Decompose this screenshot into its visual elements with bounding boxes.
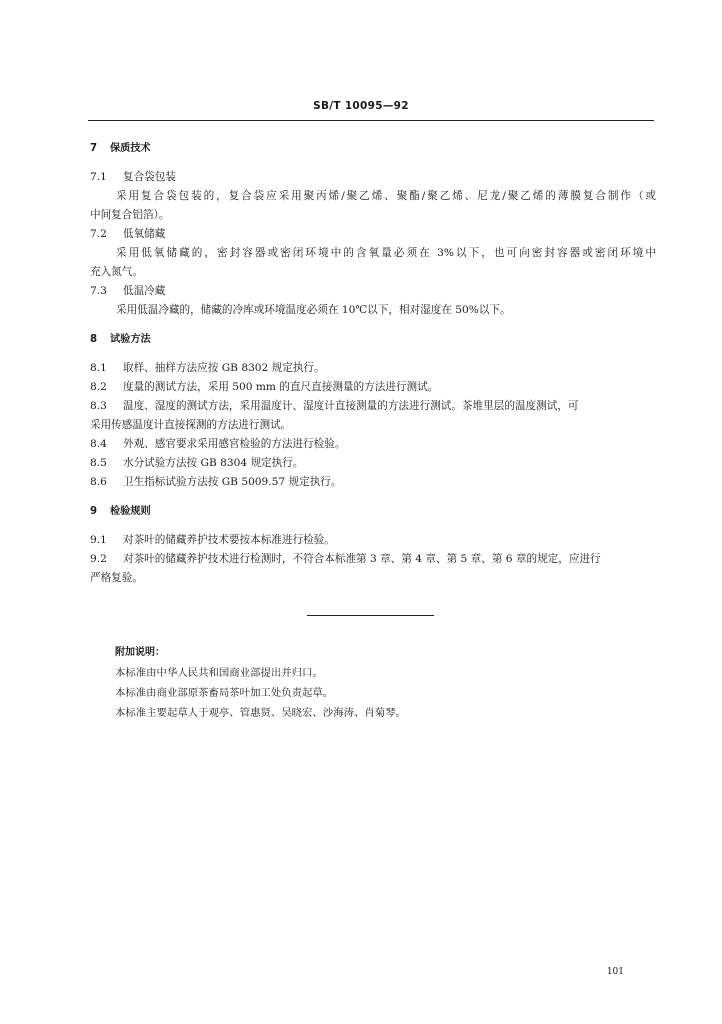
- subsection-title: 低氧储藏: [123, 228, 166, 240]
- end-rule: [307, 615, 434, 616]
- clause-number: 8.6: [90, 476, 107, 488]
- clause-8-3: [90, 397, 656, 416]
- notes-line: 本标准由中华人民共和国商业部提出并归口。: [115, 667, 323, 679]
- clause-9-2-continuation: 严格复验。: [90, 572, 143, 584]
- subsection-7-3-heading: [90, 282, 656, 301]
- paragraph-line: 采用复合袋包装的，复合袋应采用聚丙烯/聚乙烯、聚酯/聚乙烯、尼龙/聚乙烯的薄膜复合制作（或: [116, 190, 656, 202]
- clause-number: 8.3: [90, 400, 107, 412]
- subsection-number: 7.3: [90, 285, 107, 297]
- document-body: [90, 139, 656, 588]
- notes-title: 附加说明：: [115, 647, 165, 658]
- notes-line: 本标准由商业部原茶畜局茶叶加工处负责起草。: [115, 687, 334, 699]
- page-number: 101: [606, 967, 624, 977]
- clause-8-6: [90, 473, 656, 492]
- section-8-heading: [90, 330, 656, 349]
- subsection-number: 7.2: [90, 228, 107, 240]
- clause-8-5: [90, 454, 656, 473]
- clause-number: 8.5: [90, 457, 107, 469]
- notes-line: 本标准主要起草人于观亭、管惠贤、吴晓宏、沙海涛、肖菊琴。: [115, 707, 406, 719]
- subsection-7-2-heading: [90, 225, 656, 244]
- subsection-7-1-heading: [90, 168, 656, 187]
- section-number: 8: [90, 334, 98, 345]
- paragraph-line: 中间复合铝箔）。: [90, 209, 170, 221]
- section-title: 检验规则: [110, 506, 151, 517]
- clause-8-1: [90, 359, 656, 378]
- subsection-title: 复合袋包装: [123, 171, 176, 183]
- clause-8-2: [90, 378, 656, 397]
- section-number: 9: [90, 506, 98, 517]
- paragraph-line: 充入氮气。: [90, 266, 143, 278]
- clause-number: 9.1: [90, 534, 107, 546]
- clause-8-3-continuation: 采用传感温度计直接探测的方法进行测试。: [90, 419, 292, 431]
- section-title: 试验方法: [110, 334, 151, 345]
- clause-number: 8.1: [90, 362, 107, 374]
- section-9-heading: [90, 502, 656, 521]
- clause-text: 外观、感官要求采用感官检验的方法进行检验。: [123, 438, 346, 450]
- clause-text: 对茶叶的储藏养护技术进行检测时，不符合本标准第 3 章、第 4 章、第 5 章、第 6 章的规定，应进行: [123, 553, 601, 565]
- paragraph-line: 采用低氧储藏的，密封容器或密闭环境中的含氧量必须在 3%以下，也可向密封容器或密闭环境中: [116, 247, 656, 259]
- clause-text: 卫生指标试验方法按 GB 5009.57 规定执行。: [123, 476, 342, 488]
- clause-text: 对茶叶的储藏养护技术要按本标准进行检验。: [123, 534, 335, 546]
- clause-9-1: [90, 531, 656, 550]
- clause-number: 8.4: [90, 438, 107, 450]
- additional-notes: [115, 643, 406, 723]
- clause-text: 温度、湿度的测试方法，采用温度计、湿度计直接测量的方法进行测试。茶堆里层的温度测试，可: [123, 400, 579, 412]
- clause-text: 取样、抽样方法应按 GB 8302 规定执行。: [123, 362, 325, 374]
- clause-9-2: [90, 550, 656, 569]
- section-number: 7: [90, 143, 98, 154]
- clause-text: 度量的测试方法，采用 500 mm 的直尺直接测量的方法进行测试。: [123, 381, 439, 393]
- clause-number: 8.2: [90, 381, 107, 393]
- header-rule: [88, 120, 654, 121]
- subsection-number: 7.1: [90, 171, 107, 183]
- subsection-title: 低温冷藏: [123, 285, 166, 297]
- clause-8-4: [90, 435, 656, 454]
- clause-number: 9.2: [90, 553, 107, 565]
- paragraph-line: 采用低温冷藏的，储藏的冷库或环境温度必须在 10℃以下，相对湿度在 50%以下。: [116, 304, 511, 316]
- section-7-heading: [90, 139, 656, 158]
- clause-text: 水分试验方法按 GB 8304 规定执行。: [123, 457, 304, 469]
- section-title: 保质技术: [110, 143, 151, 154]
- standard-code-header: SB/T 10095—92: [313, 100, 409, 112]
